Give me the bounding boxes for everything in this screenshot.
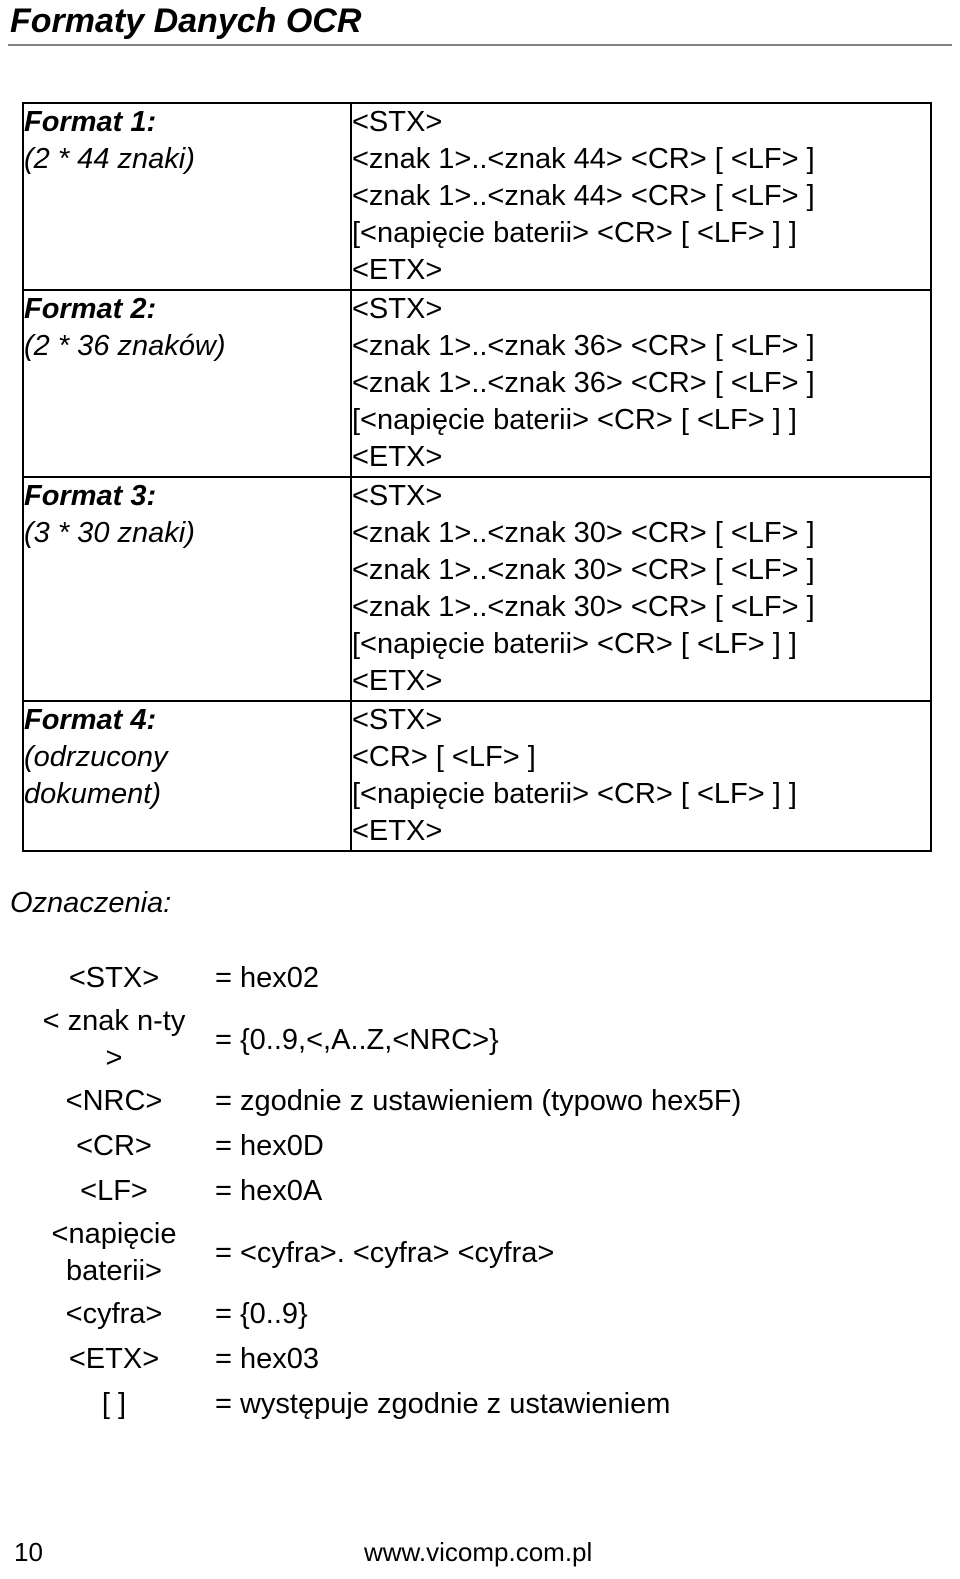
format-code-cell [351,477,931,701]
code-line: <CR> [ <LF> ] [352,741,536,773]
legend-row [30,1079,741,1124]
format-row [23,477,931,701]
legend-term-text: <LF> [80,1175,148,1207]
format-description: (3 * 30 znaki) [24,517,195,549]
legend-term [30,1292,198,1337]
legend-term [30,1169,198,1214]
legend-heading: Oznaczenia: [10,887,172,919]
format-label-cell [23,103,351,290]
legend-term [30,956,198,1001]
legend-definition: = zgodnie z ustawieniem (typowo hex5F) [215,1085,742,1117]
format-name: Format 4: [24,704,157,736]
code-line: <ETX> [352,441,443,473]
format-description: (odrzucony [24,741,168,773]
code-line: <znak 1>..<znak 30> <CR> [ <LF> ] [352,554,815,586]
code-line: <STX> [352,106,443,138]
page-number: 10 [14,1537,43,1567]
legend-definition: = hex0A [215,1175,323,1207]
code-line: <znak 1>..<znak 30> <CR> [ <LF> ] [352,517,815,549]
code-line: <STX> [352,704,443,736]
code-line: <ETX> [352,815,443,847]
format-code-cell [351,103,931,290]
legend-row [30,1382,741,1427]
legend-term-text: <cyfra> [65,1298,163,1330]
legend-term [30,1382,198,1427]
legend-row [30,1169,741,1214]
code-line: <znak 1>..<znak 30> <CR> [ <LF> ] [352,591,815,623]
legend-term-text: <STX> [68,962,160,994]
page-title: Formaty Danych OCR [10,2,362,40]
legend-term [30,1214,198,1292]
legend-row [30,1001,741,1079]
code-line: [<napięcie baterii> <CR> [ <LF> ] ] [352,778,797,810]
format-row [23,290,931,477]
legend-definition: = występuje zgodnie z ustawieniem [215,1388,671,1420]
legend-row [30,1214,741,1292]
format-name: Format 1: [24,106,157,138]
format-label-cell [23,290,351,477]
legend-term-text: <CR> [76,1130,152,1162]
legend-term [30,1001,198,1079]
format-description: (2 * 36 znaków) [24,330,226,362]
format-description: dokument) [24,778,162,810]
code-line: [<napięcie baterii> <CR> [ <LF> ] ] [352,628,797,660]
legend-term-text: [ ] [101,1388,127,1420]
code-line: <STX> [352,293,443,325]
legend-row [30,1292,741,1337]
legend-definition: = <cyfra>. <cyfra> <cyfra> [215,1236,555,1269]
legend-definition: = hex03 [215,1343,320,1375]
code-line: [<napięcie baterii> <CR> [ <LF> ] ] [352,404,797,436]
legend-table [30,956,741,1427]
code-line: <znak 1>..<znak 36> <CR> [ <LF> ] [352,330,815,362]
format-name: Format 3: [24,480,157,512]
format-code-cell [351,290,931,477]
code-line: [<napięcie baterii> <CR> [ <LF> ] ] [352,217,797,249]
format-name: Format 2: [24,293,157,325]
legend-definition: = {0..9} [215,1298,308,1330]
format-description: (2 * 44 znaki) [24,143,195,175]
title-divider [8,44,952,46]
code-line: <znak 1>..<znak 44> <CR> [ <LF> ] [352,180,815,212]
code-line: <ETX> [352,665,443,697]
code-line: <STX> [352,480,443,512]
legend-term [30,1337,198,1382]
legend-definition: = {0..9,<,A..Z,<NRC>} [215,1023,499,1056]
legend-definition: = hex02 [215,962,320,994]
legend-term-text: <ETX> [68,1343,160,1375]
legend-row [30,1124,741,1169]
code-line: <ETX> [352,254,443,286]
legend-row [30,956,741,1001]
legend-term-text: > [105,1042,123,1074]
format-row [23,103,931,290]
formats-table [22,102,932,852]
legend-term-text: < znak n-ty [42,1005,186,1037]
code-line: <znak 1>..<znak 44> <CR> [ <LF> ] [352,143,815,175]
format-code-cell [351,701,931,851]
format-label-cell [23,477,351,701]
code-line: <znak 1>..<znak 36> <CR> [ <LF> ] [352,367,815,399]
legend-term [30,1079,198,1124]
website-url: www.vicomp.com.pl [364,1537,593,1567]
legend-term [30,1124,198,1169]
legend-term-text: <napięcie [51,1218,177,1250]
format-row [23,701,931,851]
legend-row [30,1337,741,1382]
format-label-cell [23,701,351,851]
legend-term-text: <NRC> [65,1085,163,1117]
legend-term-text: baterii> [66,1255,162,1287]
legend-definition: = hex0D [215,1130,324,1162]
